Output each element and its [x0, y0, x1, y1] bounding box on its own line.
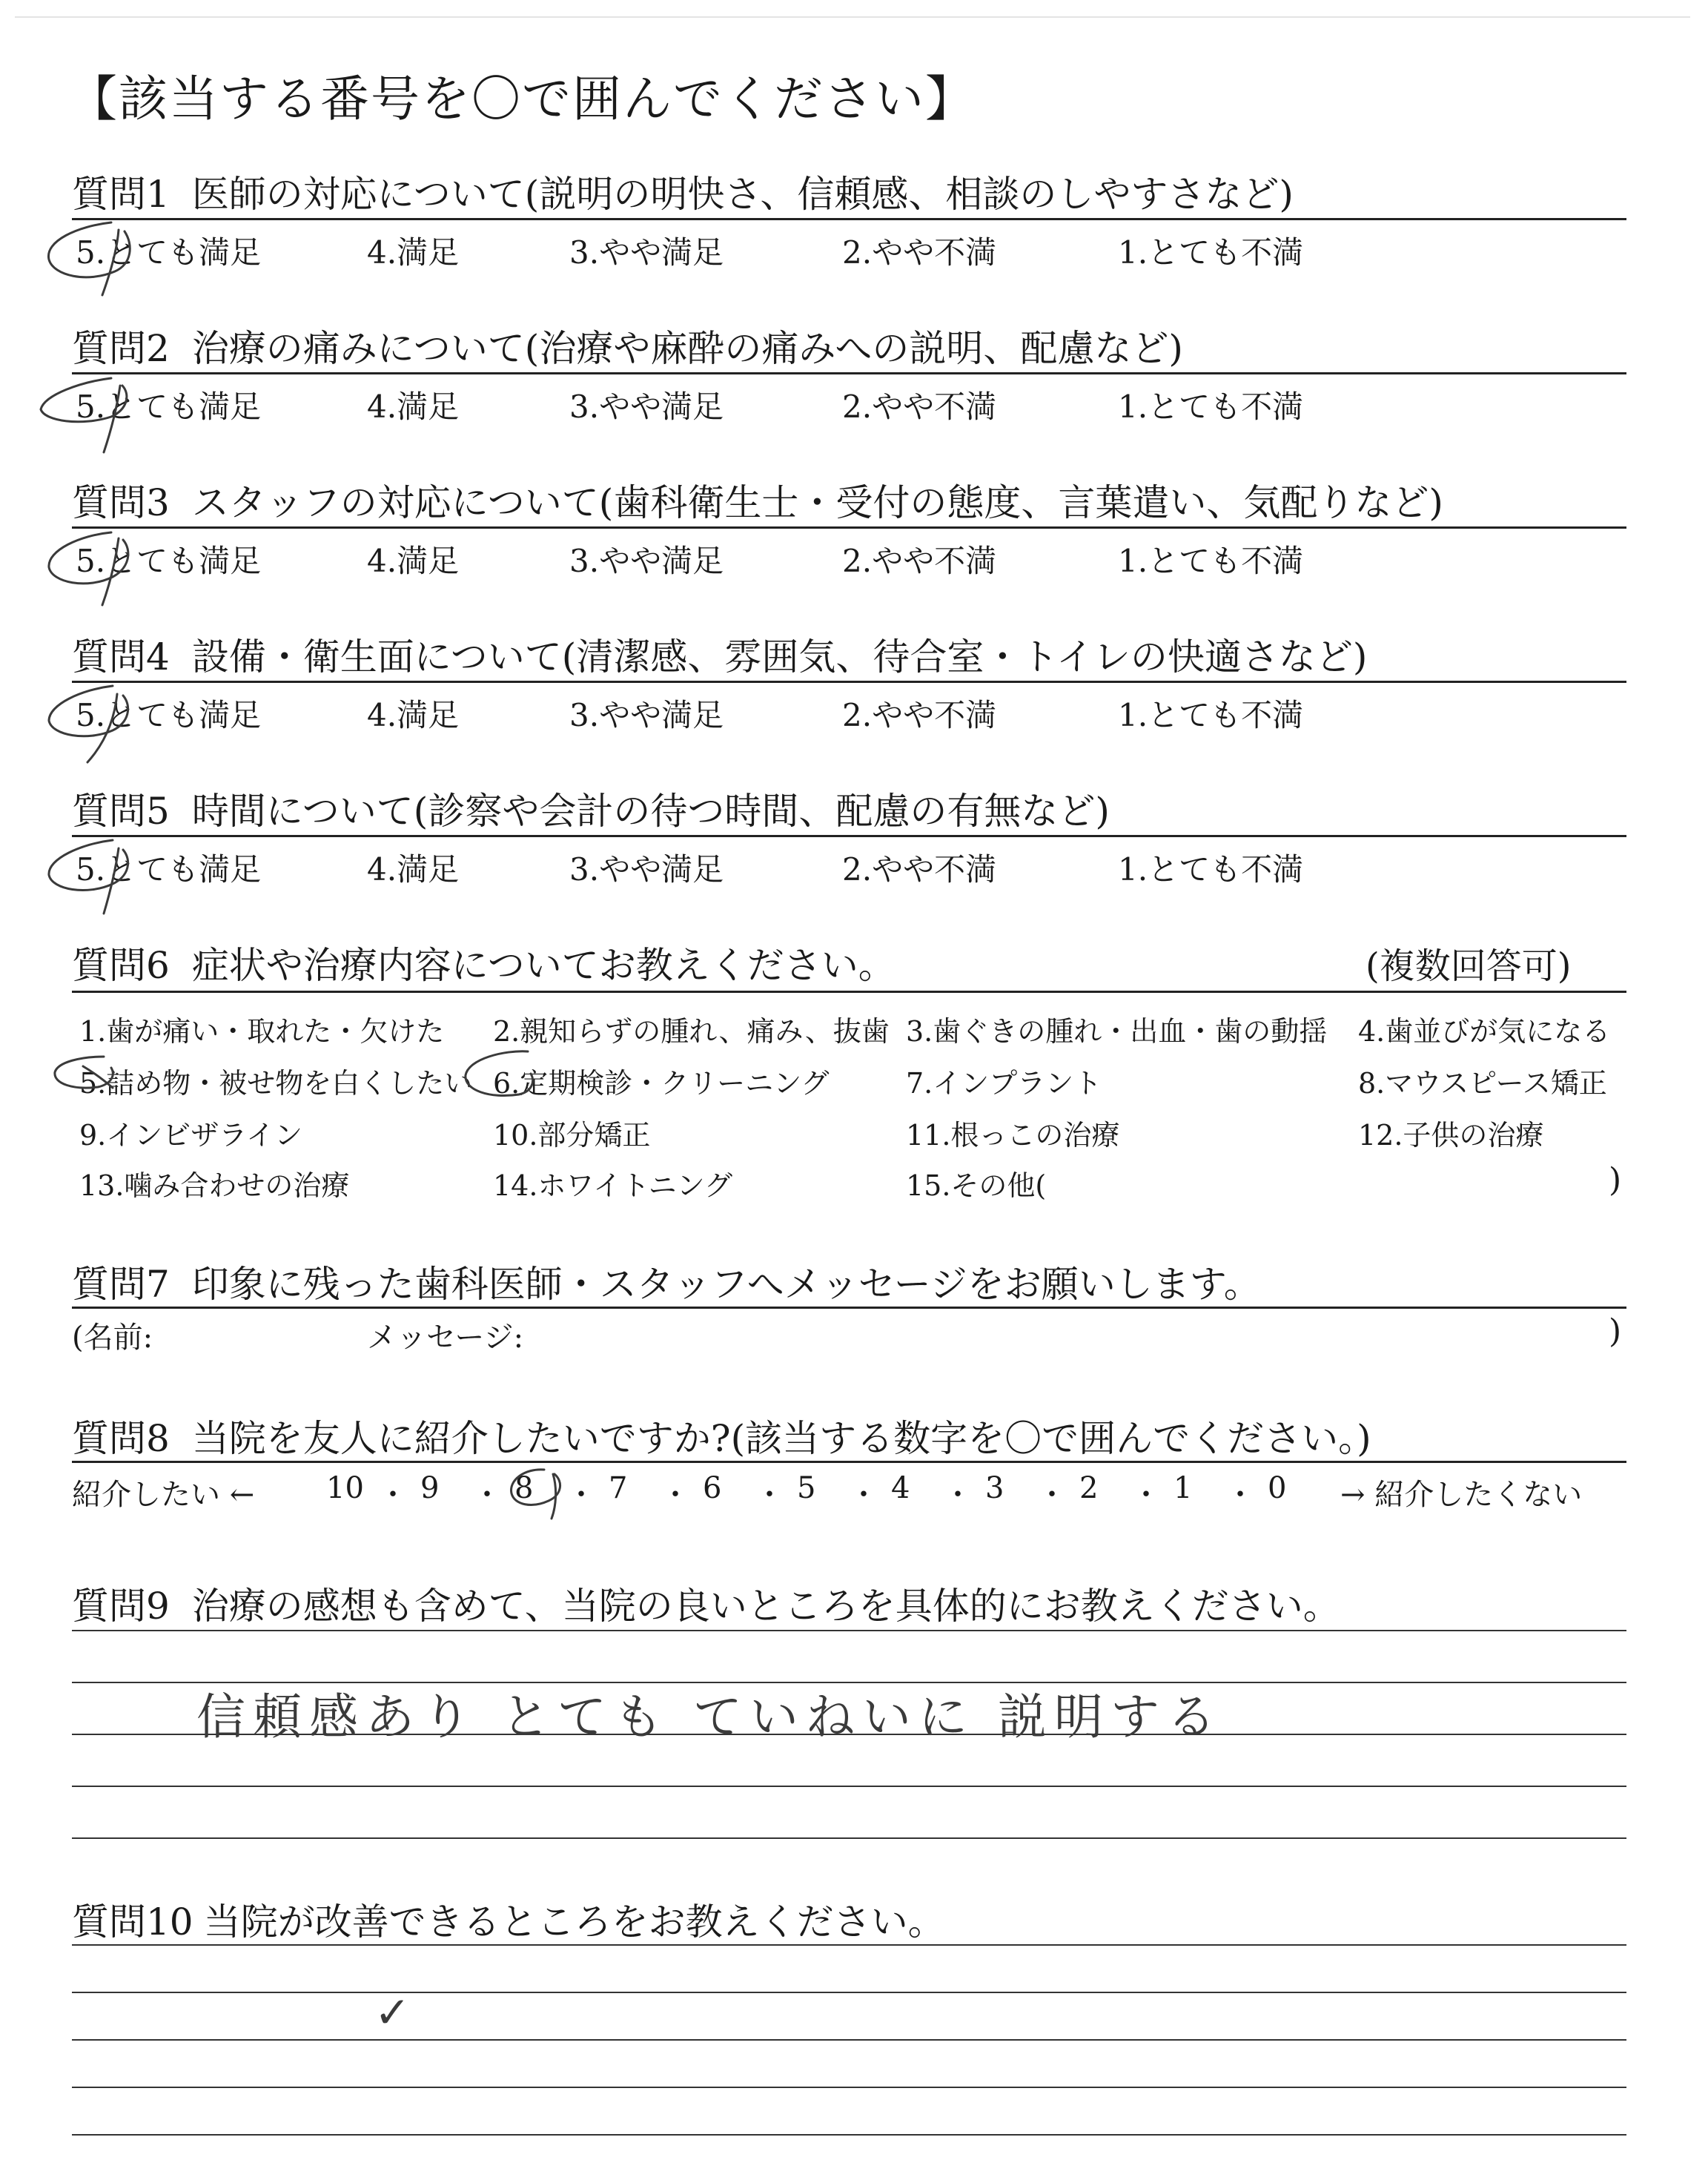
question-5	[72, 782, 1110, 835]
q4-option-5[interactable]: 5.とても満足	[76, 697, 262, 733]
q5-option-1[interactable]: 1.とても不満	[1118, 851, 1304, 888]
q8-scale-7[interactable]: 7	[609, 1471, 628, 1505]
q6-item-15[interactable]: 15.その他(	[906, 1169, 1047, 1202]
question-1	[72, 165, 1294, 218]
q6-item-11[interactable]: 11.根っこの治療	[906, 1119, 1120, 1152]
q6-item-8[interactable]: 8.マウスピース矯正	[1358, 1067, 1607, 1100]
q6-item-5[interactable]: 5.詰め物・被せ物を白くしたい	[79, 1067, 473, 1100]
question-2-rule	[72, 372, 1626, 374]
q8-scale-2[interactable]: 2	[1079, 1471, 1099, 1505]
q5-option-3[interactable]: 3.やや満足	[569, 851, 724, 888]
q7-message-label: メッセージ:	[367, 1321, 524, 1355]
q4-option-4[interactable]: 4.満足	[367, 697, 460, 733]
q6-item-12[interactable]: 12.子供の治療	[1358, 1119, 1544, 1152]
q1-option-4[interactable]: 4.満足	[367, 234, 460, 271]
question-7-rule	[72, 1307, 1626, 1309]
q9-line-4	[72, 1786, 1626, 1787]
form-header: 【該当する番号を〇で囲んでください】	[68, 70, 976, 128]
q8-scale-separator: ・	[566, 1478, 596, 1512]
q9-line-5	[72, 1837, 1626, 1839]
q3-option-1[interactable]: 1.とても不満	[1118, 543, 1304, 579]
q8-scale-separator: ・	[1225, 1478, 1255, 1512]
q5-option-4[interactable]: 4.満足	[367, 851, 460, 888]
q3-option-5[interactable]: 5.とても満足	[76, 543, 262, 579]
q6-item-6[interactable]: 6.定期検診・クリーニング	[493, 1067, 830, 1100]
question-6-text: 症状や治療内容についてお教えください。	[191, 944, 896, 987]
q6-item-13[interactable]: 13.噛み合わせの治療	[79, 1169, 350, 1202]
q8-scale-5[interactable]: 5	[797, 1471, 816, 1505]
question-4-number: 質問4	[72, 635, 170, 678]
question-9-text: 治療の感想も含めて、当院の良いところを具体的にお教えください。	[191, 1585, 1340, 1628]
question-5-text: 時間について(診察や会計の待つ時間、配慮の有無など)	[191, 790, 1110, 833]
question-1-text: 医師の対応について(説明の明快さ、信頼感、相談のしやすさなど)	[191, 173, 1294, 216]
question-6-number: 質問6	[72, 944, 170, 987]
q8-scale-8[interactable]: 8	[514, 1471, 534, 1505]
q5-option-2[interactable]: 2.やや不満	[842, 851, 997, 888]
q8-right-label: → 紹介したくない	[1340, 1478, 1583, 1512]
q8-scale-separator: ・	[1131, 1478, 1161, 1512]
q7-name-label: (名前:	[72, 1321, 153, 1355]
q8-scale-6[interactable]: 6	[703, 1471, 722, 1505]
question-4	[72, 627, 1367, 681]
q9-line-1	[72, 1630, 1626, 1631]
q6-item-2[interactable]: 2.親知らずの腫れ、痛み、抜歯	[493, 1015, 890, 1048]
q1-option-3[interactable]: 3.やや満足	[569, 234, 724, 271]
q3-option-2[interactable]: 2.やや不満	[842, 543, 997, 579]
q8-scale-0[interactable]: 0	[1268, 1471, 1287, 1505]
q6-other-close-paren: )	[1609, 1161, 1622, 1199]
q6-item-4[interactable]: 4.歯並びが気になる	[1358, 1015, 1611, 1048]
q6-item-10[interactable]: 10.部分矯正	[493, 1119, 651, 1152]
q10-check-mark: ✓	[374, 1987, 411, 2038]
q10-line-4	[72, 2087, 1626, 2088]
q6-item-9[interactable]: 9.インビザライン	[79, 1119, 303, 1152]
q8-scale-9[interactable]: 9	[420, 1471, 440, 1505]
question-4-text: 設備・衛生面について(清潔感、雰囲気、待合室・トイレの快適さなど)	[191, 635, 1368, 678]
q8-scale-separator: ・	[755, 1478, 784, 1512]
q6-item-3[interactable]: 3.歯ぐきの腫れ・出血・歯の動揺	[906, 1015, 1328, 1048]
question-8-text: 当院を友人に紹介したいですか?(該当する数字を〇で囲んでください。)	[191, 1417, 1371, 1460]
q8-scale-separator: ・	[849, 1478, 878, 1512]
question-3-text: スタッフの対応について(歯科衛生士・受付の態度、言葉遣い、気配りなど)	[191, 481, 1443, 524]
q8-left-label: 紹介したい ←	[72, 1478, 255, 1512]
q2-option-4[interactable]: 4.満足	[367, 389, 460, 425]
q4-option-1[interactable]: 1.とても不満	[1118, 697, 1304, 733]
q8-scale-3[interactable]: 3	[985, 1471, 1004, 1505]
q6-item-7[interactable]: 7.インプラント	[906, 1067, 1102, 1100]
q5-option-5[interactable]: 5.とても満足	[76, 851, 262, 888]
q4-option-2[interactable]: 2.やや不満	[842, 697, 997, 733]
question-3-number: 質問3	[72, 481, 170, 524]
q6-item-1[interactable]: 1.歯が痛い・取れた・欠けた	[79, 1015, 445, 1048]
q8-scale-1[interactable]: 1	[1174, 1471, 1193, 1505]
q2-option-1[interactable]: 1.とても不満	[1118, 389, 1304, 425]
q3-option-4[interactable]: 4.満足	[367, 543, 460, 579]
q8-scale-separator: ・	[943, 1478, 973, 1512]
q4-option-3[interactable]: 3.やや満足	[569, 697, 724, 733]
question-2	[72, 319, 1183, 372]
q8-scale-10[interactable]: 10	[326, 1471, 364, 1505]
q7-close-paren: )	[1609, 1312, 1622, 1350]
question-3-rule	[72, 526, 1626, 529]
q1-option-1[interactable]: 1.とても不満	[1118, 234, 1304, 271]
question-10	[72, 1892, 945, 1946]
question-6	[72, 936, 896, 989]
q8-scale-separator: ・	[661, 1478, 690, 1512]
question-1-rule	[72, 218, 1626, 220]
q10-line-5	[72, 2134, 1626, 2136]
question-5-number: 質問5	[72, 790, 170, 833]
question-6-rule	[72, 991, 1626, 993]
q9-handwritten-answer: 信頼感あり とても ていねいに 説明する	[196, 1688, 1223, 1745]
question-5-rule	[72, 835, 1626, 837]
q8-scale-separator: ・	[1037, 1478, 1067, 1512]
q8-scale-separator: ・	[378, 1478, 408, 1512]
question-10-text: 当院が改善できるところをお教えください。	[203, 1900, 945, 1943]
q10-line-3	[72, 2039, 1626, 2041]
top-edge-line	[15, 16, 1690, 18]
question-3	[72, 473, 1443, 526]
q8-scale-separator: ・	[472, 1478, 502, 1512]
q8-scale-4[interactable]: 4	[891, 1471, 910, 1505]
q2-option-3[interactable]: 3.やや満足	[569, 389, 724, 425]
question-10-number: 質問10	[72, 1900, 193, 1943]
question-7	[72, 1255, 1261, 1308]
question-2-text: 治療の痛みについて(治療や麻酔の痛みへの説明、配慮など)	[191, 327, 1183, 370]
q2-option-5[interactable]: 5.とても満足	[76, 389, 262, 425]
question-4-rule	[72, 681, 1626, 683]
question-7-text: 印象に残った歯科医師・スタッフへメッセージをお願いします。	[191, 1263, 1261, 1306]
question-8	[72, 1409, 1371, 1462]
q10-line-1	[72, 1944, 1626, 1946]
question-9	[72, 1576, 1340, 1630]
q3-option-3[interactable]: 3.やや満足	[569, 543, 724, 579]
question-9-number: 質問9	[72, 1585, 170, 1628]
question-8-number: 質問8	[72, 1417, 170, 1460]
q1-option-2[interactable]: 2.やや不満	[842, 234, 997, 271]
question-1-number: 質問1	[72, 173, 170, 216]
question-6-multiple-answer-note: (複数回答可)	[1366, 945, 1572, 987]
q1-option-5[interactable]: 5.とても満足	[76, 234, 262, 271]
q6-item-14[interactable]: 14.ホワイトニング	[493, 1169, 733, 1202]
question-7-number: 質問7	[72, 1263, 170, 1306]
q10-line-2	[72, 1992, 1626, 1993]
question-8-rule	[72, 1461, 1626, 1463]
question-2-number: 質問2	[72, 327, 170, 370]
q2-option-2[interactable]: 2.やや不満	[842, 389, 997, 425]
